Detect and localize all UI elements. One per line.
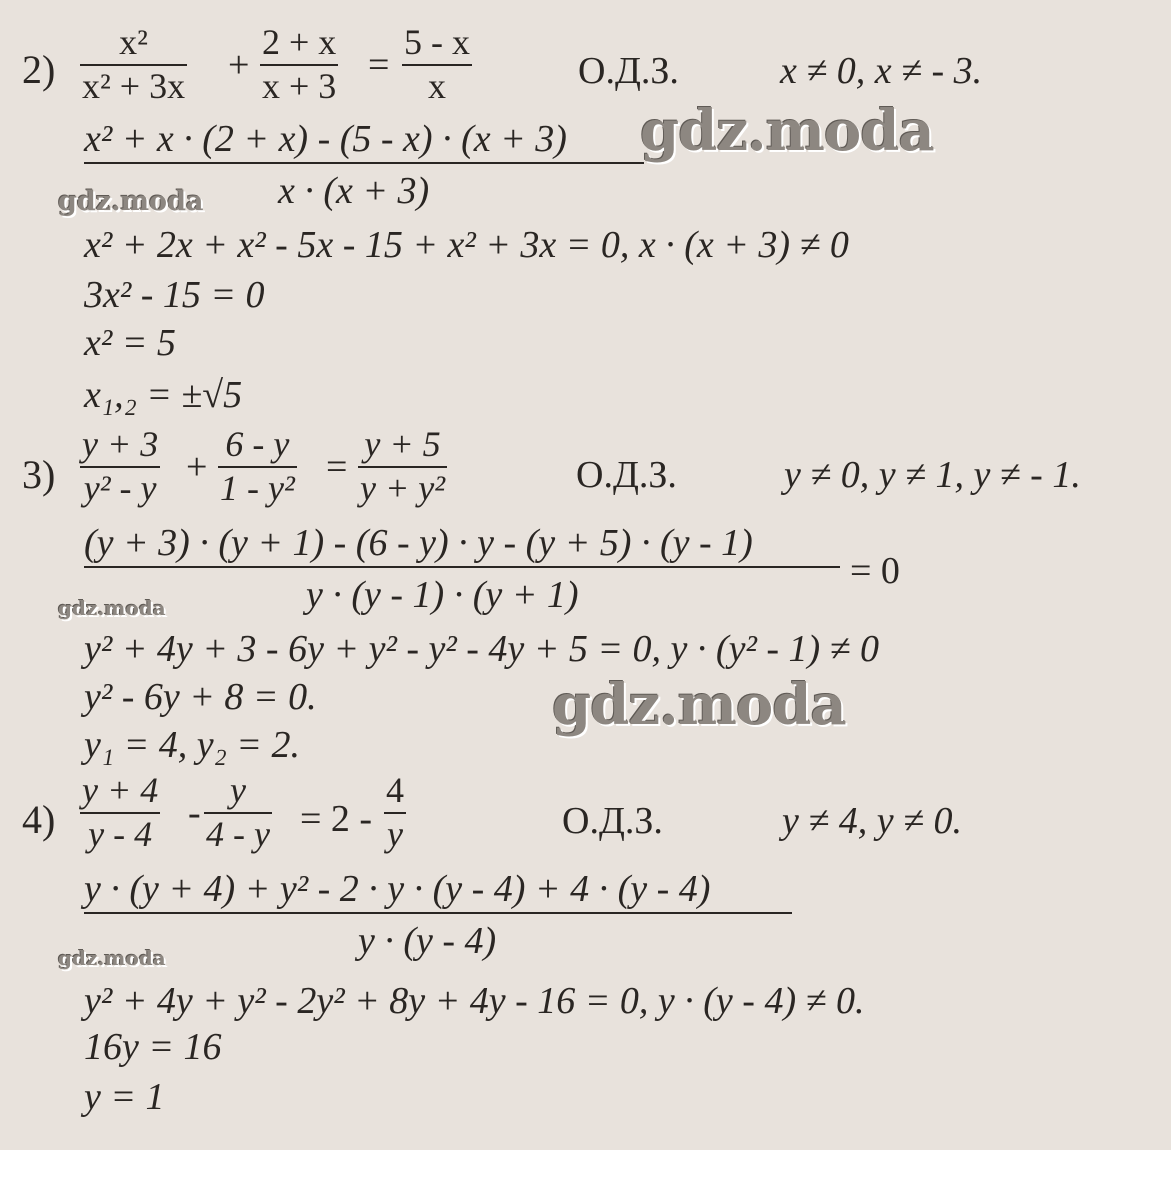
p4-f3-numerator: 4 [386,770,404,810]
p4-fraction-2 [204,772,272,854]
p2-big-numerator: x² + x · (2 + x) - (5 - x) · (x + 3) [84,118,567,160]
p2-big-fraction-bar [84,162,644,164]
p3-big-fraction-bar [84,566,840,568]
problem-3-number: 3) [22,452,56,497]
p4-odz-label: О.Д.З. [562,800,663,842]
p3-f3-denominator: y + y² [360,467,446,508]
p2-line-1: x² + 2x + x² - 5x - 15 + x² + 3x = 0, x · (x + 3) ≠ 0 [84,224,849,266]
p4-f1-numerator: y + 4 [82,770,159,810]
p3-equals: = [326,446,348,488]
p4-equals: = 2 - [300,798,373,840]
p4-f2-denominator: 4 - y [206,813,270,854]
p2-fraction-1 [80,24,187,106]
p2-equals: = [368,44,390,86]
problem-4-number: 4) [22,797,56,842]
page-bottom-margin [0,1150,1171,1183]
p3-big-rhs: = 0 [850,550,900,592]
watermark-large-2: gdz.moda [552,672,846,738]
p4-f1-denominator: y - 4 [88,813,153,854]
p2-line-2: 3x² - 15 = 0 [84,274,265,316]
p2-big-denominator: x · (x + 3) [278,170,430,212]
watermark-small-3: gdz.moda [58,946,166,970]
p3-odz-condition: y ≠ 0, y ≠ 1, y ≠ - 1. [784,454,1081,496]
problem-2-number: 2) [22,47,56,92]
p4-big-fraction-bar [84,912,792,914]
p3-line-1: y² + 4y + 3 - 6y + y² - y² - 4y + 5 = 0, y · (y² - 1) ≠ 0 [84,628,879,670]
watermark-large-1: gdz.moda [640,98,934,164]
watermark-small-2: gdz.moda [58,596,166,620]
p3-fraction-1 [80,426,160,508]
p2-f2-denominator: x + 3 [262,65,337,106]
p3-line-2: y² - 6y + 8 = 0. [84,676,317,718]
p4-line-2: 16y = 16 [84,1026,222,1068]
p3-f1-denominator: y² - y [83,467,157,508]
p3-f2-numerator: 6 - y [225,424,290,464]
p3-f3-numerator: y + 5 [364,424,441,464]
p2-f2-numerator: 2 + x [262,22,337,62]
watermark-small-1: gdz.moda [58,186,204,217]
p4-big-denominator: y · (y - 4) [358,920,497,962]
p4-fraction-1 [80,772,160,854]
p3-odz-label: О.Д.З. [576,454,677,496]
p3-big-denominator: y · (y - 1) · (y + 1) [306,574,579,616]
p4-line-3: y = 1 [84,1076,165,1118]
p3-big-numerator: (y + 3) · (y + 1) - (6 - y) · y - (y + 5) · (y - 1) [84,522,753,564]
p2-odz-condition: x ≠ 0, x ≠ - 3. [780,50,983,92]
p2-f1-denominator: x² + 3x [82,65,186,106]
p2-line-4: x₁,₂ = ±√5 [84,374,243,416]
p3-fraction-2 [218,426,297,508]
p4-f2-numerator: y [229,770,246,810]
p4-odz-condition: y ≠ 4, y ≠ 0. [782,800,962,842]
p3-f1-numerator: y + 3 [82,424,159,464]
p3-f2-denominator: 1 - y² [220,467,295,508]
p2-operator-1: + [228,44,250,86]
p2-line-3: x² = 5 [84,322,176,364]
p2-f3-numerator: 5 - x [404,22,470,62]
p2-f3-denominator: x [428,65,446,106]
p4-operator-1: - [188,792,201,834]
p4-line-1: y² + 4y + y² - 2y² + 8y + 4y - 16 = 0, y · (y - 4) ≠ 0. [84,980,865,1022]
p3-line-3: y₁ = 4, y₂ = 2. [84,724,300,766]
p4-fraction-3 [384,772,406,854]
p3-fraction-3 [358,426,447,508]
p2-fraction-2 [260,24,338,106]
p2-f1-numerator: x² [119,22,148,62]
p3-operator-1: + [186,446,208,488]
p4-f3-denominator: y [387,813,403,854]
p4-big-numerator: y · (y + 4) + y² - 2 · y · (y - 4) + 4 · (y - 4) [84,868,711,910]
p2-odz-label: О.Д.З. [578,50,679,92]
p2-fraction-3 [402,24,472,106]
